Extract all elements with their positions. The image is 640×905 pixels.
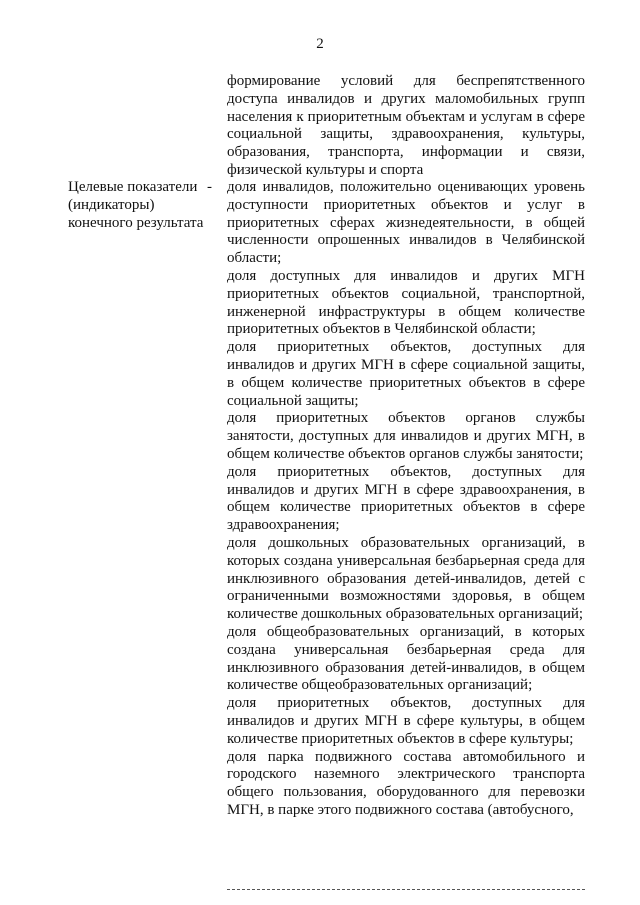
indicator-item: доля доступных для инвалидов и других МГН приоритетных объектов социальной, транспортной, инженерной инфраструктуры в общем количестве приоритетных объектов в Челябинской области; — [227, 267, 585, 338]
indicator-item: доля приоритетных объектов, доступных для инвалидов и других МГН в сфере социальной защиты, в общем количестве приоритетных объектов в сфере социальной защиты; — [227, 339, 585, 409]
footer-divider — [227, 889, 585, 890]
indicator-list — [227, 179, 585, 820]
indicator-item: доля инвалидов, положительно оценивающих уровень доступности приоритетных объектов и услуг в приоритетных сферах жизнедеятельности, в общей численности опрошенных инвалидов в Челябинской области; — [227, 179, 585, 267]
section-label-line: конечного результата — [68, 214, 204, 231]
indicator-item: доля приоритетных объектов, доступных для инвалидов и других МГН в сфере культуры, в общем количестве приоритетных объектов в сфере культуры; — [227, 695, 585, 747]
goal-text — [227, 73, 585, 180]
section-label — [68, 179, 220, 232]
section-label-line: Целевые показатели — [68, 179, 198, 195]
goal-paragraph: формирование условий для беспрепятственного доступа инвалидов и других маломобильных групп населения к приоритетным объектам и услугам в сфере социальной защиты, здравоохранения, культуры, образования, транспорта, информации и связи, физической культуры и спорта — [227, 73, 585, 178]
indicator-item: доля парка подвижного состава автомобильного и городского наземного электрического транспорта общего пользования, оборудованного для перевозки МГН, в парке этого подвижного состава (автобусного, — [227, 748, 585, 818]
indicator-item: доля приоритетных объектов органов службы занятости, доступных для инвалидов и других МГН, в общем количестве объектов органов службы занятости; — [227, 410, 585, 462]
indicator-item: доля общеобразовательных организаций, в которых создана универсальная безбарьерная среда для инклюзивного образования детей-инвалидов, в общем количестве общеобразовательных организаций; — [227, 623, 585, 694]
section-label-line: (индикаторы) — [68, 196, 155, 213]
indicator-item: доля приоритетных объектов, доступных для инвалидов и других МГН в сфере здравоохранения, в общем количестве приоритетных объектов в сфере здравоохранения; — [227, 463, 585, 534]
label-dash: - — [207, 179, 212, 195]
page-number: 2 — [316, 36, 324, 52]
indicator-item: доля дошкольных образовательных организаций, в которых создана универсальная безбарьерная среда для инклюзивного образования детей-инвалидов, детей с ограниченными возможностями здоровья, в общем количестве дошкольных образовательных организаций; — [227, 534, 585, 623]
